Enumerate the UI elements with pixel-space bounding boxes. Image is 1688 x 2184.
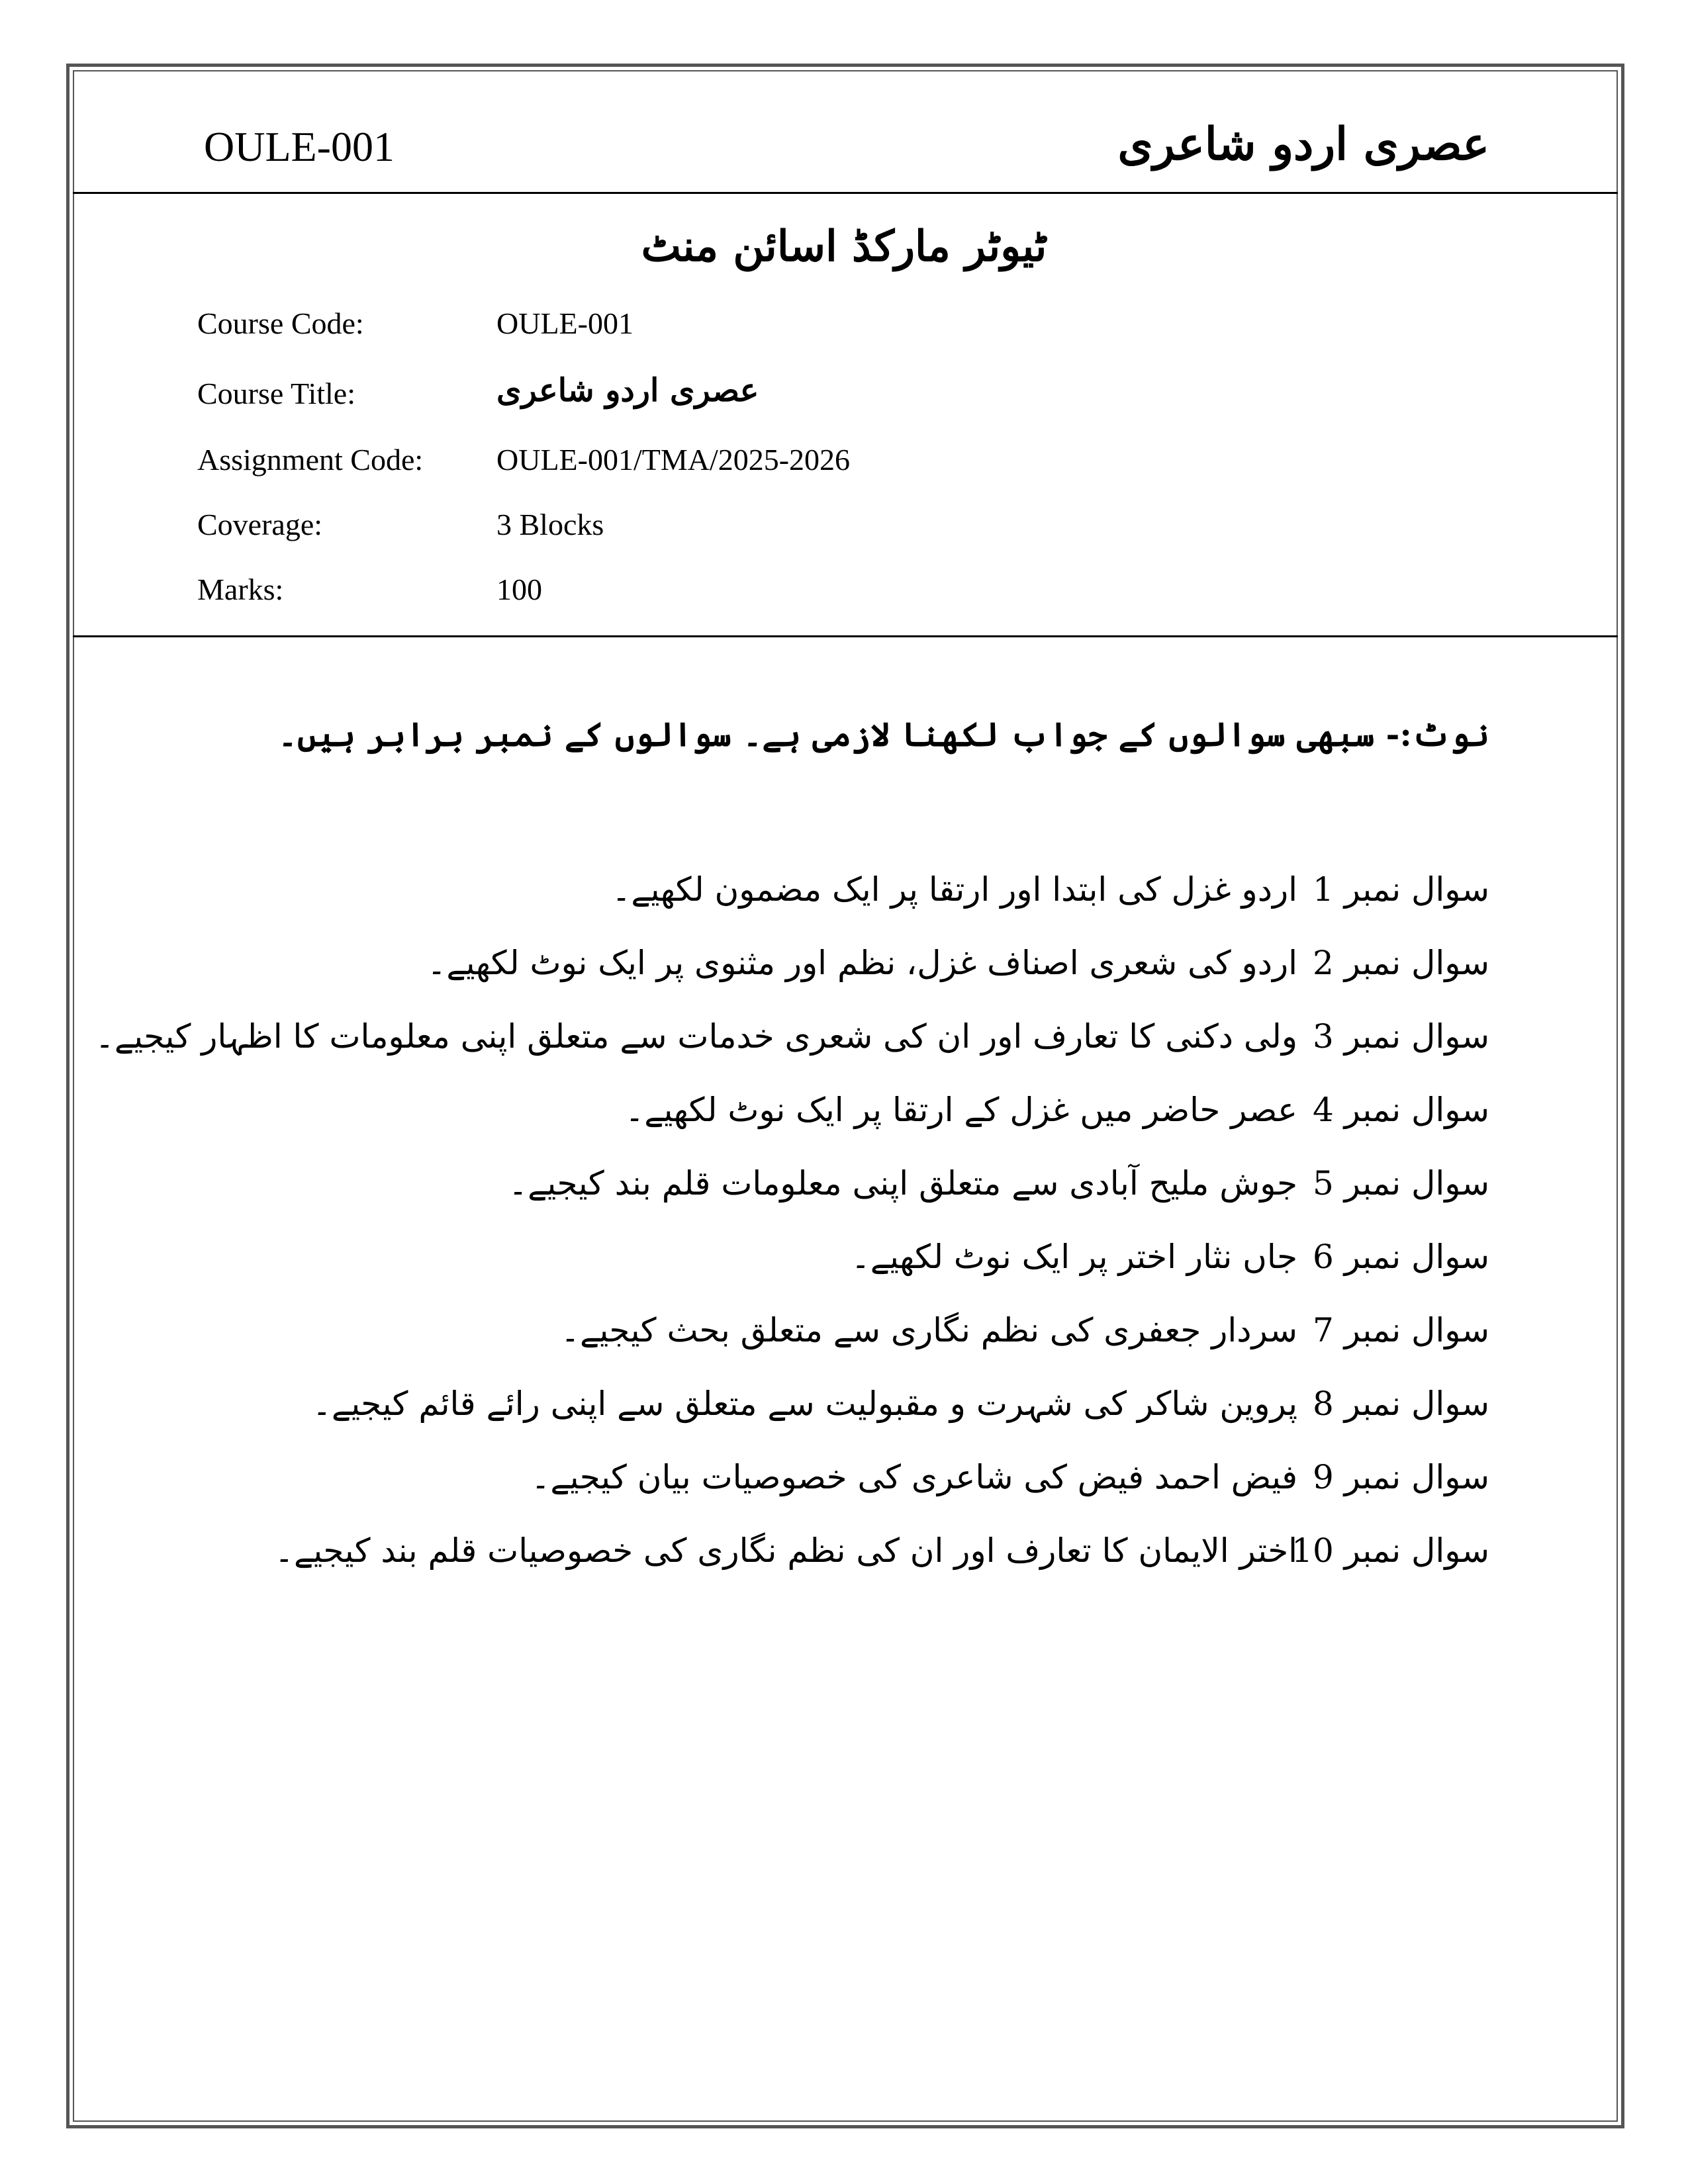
- question-text: ولی دکنی کا تعارف اور ان کی شعری خدمات سے متعلق اپنی معلومات کا اظہار کیجیے۔: [95, 1017, 1297, 1056]
- question-text: فیض احمد فیض کی شاعری کی خصوصیات بیان کیجیے۔: [531, 1458, 1297, 1496]
- info-value-course-code: OULE-001: [496, 306, 633, 340]
- instructions-note: نوٹ:- سبھی سوالوں کے جواب لکھنا لازمی ہے۔ سوالوں کے نمبر برابر ہیں۔: [277, 715, 1489, 754]
- info-value-coverage: 3 Blocks: [496, 508, 604, 541]
- question-text: اردو غزل کی ابتدا اور ارتقا پر ایک مضمون لکھیے۔: [612, 870, 1297, 909]
- header-course-code: OULE-001: [204, 123, 395, 170]
- question-number: سوال نمبر 7: [1312, 1311, 1489, 1349]
- info-label-assignment-code: Assignment Code:: [197, 443, 424, 477]
- info-label-course-code: Course Code:: [197, 306, 364, 340]
- question-number: سوال نمبر 6: [1312, 1238, 1489, 1276]
- question-number: سوال نمبر 5: [1312, 1164, 1489, 1203]
- header-course-title: عصری اردو شاعری: [1117, 118, 1489, 171]
- question-number: سوال نمبر 8: [1312, 1385, 1489, 1423]
- info-label-marks: Marks:: [197, 572, 284, 606]
- assignment-title: ٹیوٹر مارکڈ اسائن منٹ: [641, 222, 1047, 271]
- question-number: سوال نمبر 10: [1291, 1531, 1489, 1570]
- question-text: سردار جعفری کی نظم نگاری سے متعلق بحث کیجیے۔: [560, 1311, 1297, 1349]
- question-text: اختر الایمان کا تعارف اور ان کی نظم نگاری کی خصوصیات قلم بند کیجیے۔: [274, 1531, 1297, 1570]
- question-text: عصر حاضر میں غزل کے ارتقا پر ایک نوٹ لکھیے۔: [624, 1091, 1297, 1129]
- info-divider: [73, 635, 1618, 637]
- info-value-assignment-code: OULE-001/TMA/2025-2026: [496, 443, 851, 477]
- question-number: سوال نمبر 1: [1312, 870, 1489, 909]
- question-text: جوش ملیح آبادی سے متعلق اپنی معلومات قلم بند کیجیے۔: [508, 1164, 1297, 1203]
- question-number: سوال نمبر 2: [1312, 944, 1489, 982]
- question-number: سوال نمبر 4: [1312, 1091, 1489, 1129]
- question-number: سوال نمبر 3: [1312, 1017, 1489, 1056]
- question-number: سوال نمبر 9: [1312, 1458, 1489, 1496]
- info-value-course-title: عصری اردو شاعری: [496, 372, 759, 409]
- question-text: پروین شاکر کی شہرت و مقبولیت سے متعلق سے اپنی رائے قائم کیجیے۔: [312, 1385, 1297, 1423]
- info-label-course-title: Course Title:: [197, 377, 356, 410]
- info-value-marks: 100: [496, 572, 542, 606]
- question-text: اردو کی شعری اصناف غزل، نظم اور مثنوی پر ایک نوٹ لکھیے۔: [427, 944, 1297, 982]
- info-label-coverage: Coverage:: [197, 508, 323, 541]
- question-text: جاں نثار اختر پر ایک نوٹ لکھیے۔: [851, 1238, 1297, 1276]
- header-divider: [73, 192, 1618, 194]
